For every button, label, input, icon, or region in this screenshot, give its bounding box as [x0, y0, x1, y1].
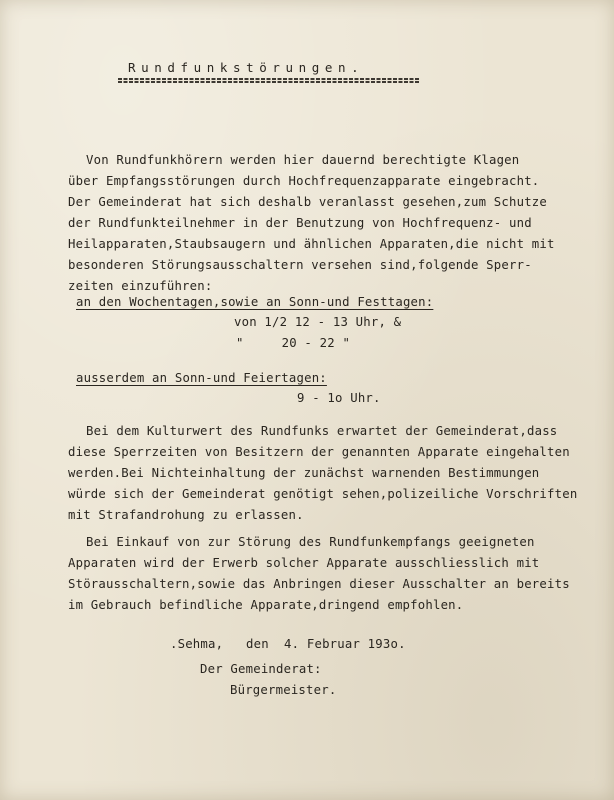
paragraph-1-line-3: Der Gemeinderat hat sich deshalb veranlasst gesehen,zum Schutze [68, 195, 548, 209]
sundays-heading: ausserdem an Sonn-und Feiertagen: [76, 371, 327, 385]
paragraph-2-line-4: würde sich der Gemeinderat genötigt sehen,polizeiliche Vorschriften [68, 487, 578, 501]
paragraph-2-line-2: diese Sperrzeiten von Besitzern der genannten Apparate eingehalten [68, 445, 570, 459]
paragraph-2-line-3: werden.Bei Nichteinhaltung der zunächst warnenden Bestimmungen [68, 466, 540, 480]
weekdays-time-1: von 1/2 12 - 13 Uhr, & [234, 315, 402, 329]
title-underline [118, 78, 420, 83]
paragraph-1-line-1: Von Rundfunkhörern werden hier dauernd berechtigte Klagen [86, 153, 520, 167]
signatory-mayor: Bürgermeister. [230, 683, 337, 697]
paragraph-1-line-6: besonderen Störungsausschaltern versehen sind,folgende Sperr- [68, 258, 532, 272]
sundays-time: 9 - 1o Uhr. [297, 391, 381, 405]
paragraph-3-line-1: Bei Einkauf von zur Störung des Rundfunkempfangs geeigneten [86, 535, 535, 549]
paragraph-1-line-7: zeiten einzuführen: [68, 279, 213, 293]
paragraph-3-line-2: Apparaten wird der Erwerb solcher Apparate ausschliesslich mit [68, 556, 540, 570]
paragraph-3-line-4: im Gebrauch befindliche Apparate,dringend empfohlen. [68, 598, 464, 612]
place-date: .Sehma, den 4. Februar 193o. [170, 637, 406, 651]
paragraph-3-line-3: Störausschaltern,sowie das Anbringen dieser Ausschalter an bereits [68, 577, 570, 591]
weekdays-heading: an den Wochentagen,sowie an Sonn-und Festtagen: [76, 295, 434, 309]
paragraph-2-line-1: Bei dem Kulturwert des Rundfunks erwartet der Gemeinderat,dass [86, 424, 558, 438]
signatory-council: Der Gemeinderat: [200, 662, 322, 676]
document-title: Rundfunkstörungen. [128, 60, 365, 75]
weekdays-time-2: " 20 - 22 " [236, 336, 351, 350]
paragraph-1-line-2: über Empfangsstörungen durch Hochfrequenzapparate eingebracht. [68, 174, 540, 188]
paragraph-2-line-5: mit Strafandrohung zu erlassen. [68, 508, 304, 522]
paragraph-1-line-4: der Rundfunkteilnehmer in der Benutzung von Hochfrequenz- und [68, 216, 532, 230]
paragraph-1-line-5: Heilapparaten,Staubsaugern und ähnlichen Apparaten,die nicht mit [68, 237, 555, 251]
